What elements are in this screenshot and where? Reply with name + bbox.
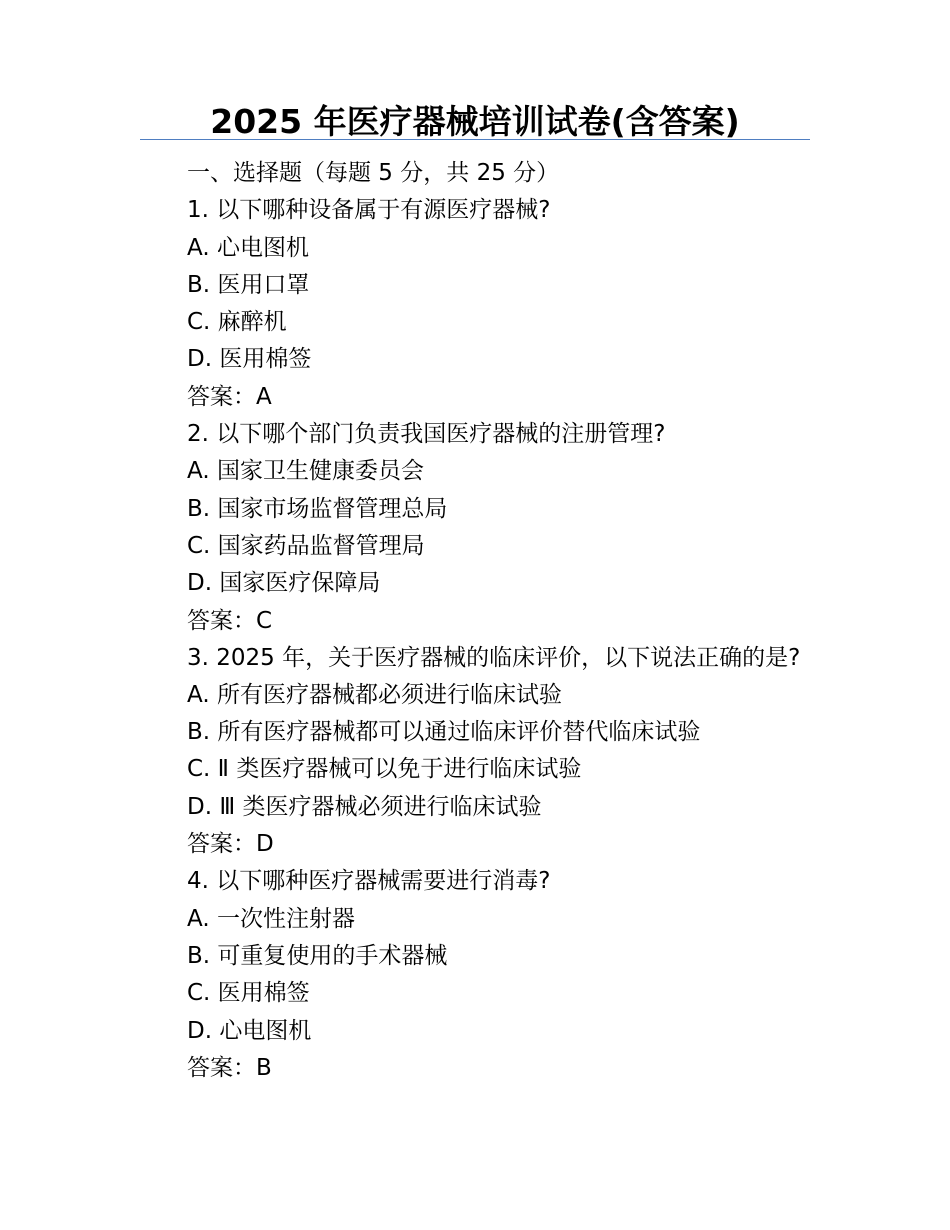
- option-a: A. 心电图机: [187, 234, 309, 261]
- question-1: [140, 192, 810, 416]
- question-2: [140, 416, 810, 640]
- option-d: D. Ⅲ 类医疗器械必须进行临床试验: [187, 793, 542, 820]
- answer: 答案：D: [187, 831, 274, 858]
- question-stem: 3. 2025 年，关于医疗器械的临床评价，以下说法正确的是?: [187, 644, 801, 671]
- document-title: 2025 年医疗器械培训试卷(含答案): [210, 102, 740, 141]
- option-c: C. 医用棉签: [187, 980, 310, 1007]
- answer: 答案：B: [187, 1054, 272, 1081]
- option-b: B. 国家市场监督管理总局: [187, 495, 448, 522]
- answer: 答案：C: [187, 607, 273, 634]
- question-3: [140, 644, 810, 863]
- option-c: C. 麻醉机: [187, 309, 287, 336]
- option-d: D. 心电图机: [187, 1017, 312, 1044]
- document-body: [140, 155, 810, 1087]
- option-a: A. 所有医疗器械都必须进行临床试验: [187, 681, 562, 708]
- option-b: B. 医用口罩: [187, 271, 310, 298]
- option-b: B. 可重复使用的手术器械: [187, 942, 448, 969]
- section-heading: 一、选择题（每题 5 分，共 25 分）: [187, 160, 560, 186]
- question-stem: 2. 以下哪个部门负责我国医疗器械的注册管理?: [187, 421, 666, 448]
- question-stem: 4. 以下哪种医疗器械需要进行消毒?: [187, 868, 551, 895]
- answer: 答案：A: [187, 383, 272, 410]
- option-d: D. 医用棉签: [187, 346, 312, 373]
- question-stem: 1. 以下哪种设备属于有源医疗器械?: [187, 197, 551, 224]
- title-underline: [140, 139, 810, 140]
- option-b: B. 所有医疗器械都可以通过临床评价替代临床试验: [187, 719, 701, 746]
- option-c: C. 国家药品监督管理局: [187, 532, 425, 559]
- option-a: A. 一次性注射器: [187, 905, 355, 932]
- option-c: C. Ⅱ 类医疗器械可以免于进行临床试验: [187, 756, 582, 783]
- option-d: D. 国家医疗保障局: [187, 570, 381, 597]
- question-4: [140, 863, 810, 1087]
- option-a: A. 国家卫生健康委员会: [187, 458, 424, 485]
